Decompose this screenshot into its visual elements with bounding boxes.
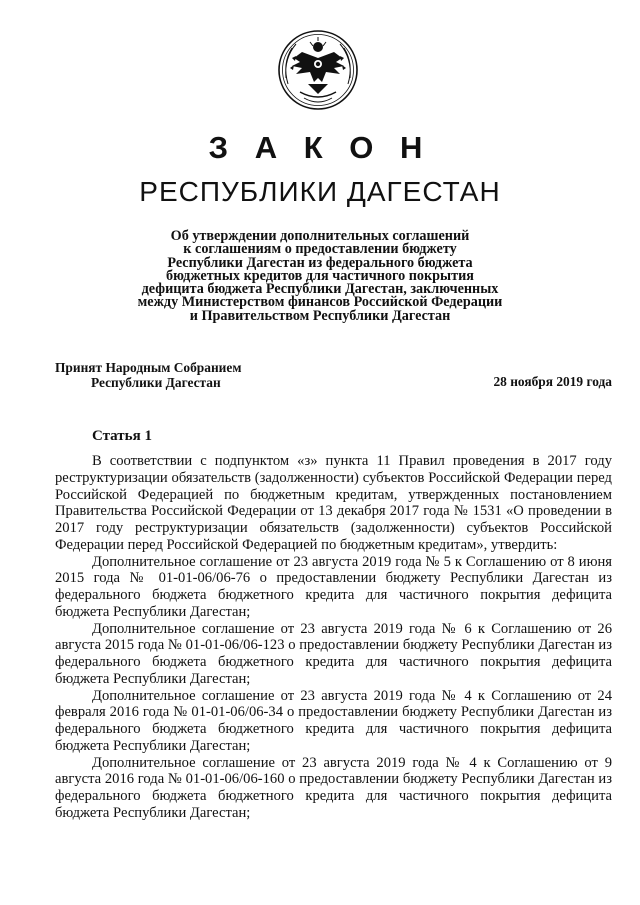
article-paragraph: В соответствии с подпунктом «з» пункта 11 Правил проведения в 2017 году реструктуризации обязательств (задолженности) субъектов Российской Федерации перед Российской Федерацией по бюджетным кредитам, утвержденных постановлением Правительства Российской Федерации от 13 декабря 2017 года № 1531 «О проведении в 2017 году реструктуризации обязательств (задолженности) субъектов Российской Федерации перед Российской Федерацией по бюджетным кредитам», утвердить: (55, 453, 612, 553)
article-paragraph: Дополнительное соглашение от 23 августа 2019 года № 5 к Соглашению от 8 июня 2015 года № 01-01-06/06-76 о предоставлении бюджету Республики Дагестан из федерального бюджета бюджетного кредита для частичного покрытия дефицита бюджета Республики Дагестан; (55, 553, 612, 620)
heading-line: бюджетных кредитов для частичного покрытия (166, 267, 474, 284)
document-title: З А К О Н (208, 130, 432, 165)
adoption-line: Принят Народным Собранием (55, 360, 242, 375)
coat-of-arms-emblem (276, 28, 360, 112)
article-body (55, 453, 612, 822)
heading-line: Об утверждении дополнительных соглашений (170, 228, 470, 244)
heading-line: дефицита бюджета Республики Дагестан, заключенных (141, 281, 499, 298)
article-paragraph: Дополнительное соглашение от 23 августа 2019 года № 6 к Соглашению от 26 августа 2015 года № 01-01-06/06-123 о предоставлении бюджету Республики Дагестан из федерального бюджета бюджетного кредита для частичного покрытия дефицита бюджета Республики Дагестан; (55, 620, 612, 687)
heading-line: между Министерством финансов Российской Федерации (137, 294, 503, 311)
law-heading (90, 230, 550, 323)
adoption-date: 28 ноября 2019 года (493, 374, 612, 389)
article-paragraph: Дополнительное соглашение от 23 августа 2019 года № 4 к Соглашению от 9 августа 2016 года № 01-01-06/06-160 о предоставлении бюджету Республики Дагестан из федерального бюджета бюджетного кредита для частичного покрытия дефицита бюджета Республики Дагестан; (55, 754, 612, 821)
heading-line: и Правительством Республики Дагестан (189, 307, 451, 324)
article-title: Статья 1 (92, 428, 152, 444)
article-paragraph: Дополнительное соглашение от 23 августа 2019 года № 4 к Соглашению от 24 февраля 2016 года № 01-01-06/06-34 о предоставлении бюджету Республики Дагестан из федерального бюджета бюджетного кредита для частичного покрытия дефицита бюджета Республики Дагестан; (55, 687, 612, 754)
adoption-statement (55, 361, 241, 390)
heading-line: Республики Дагестан из федерального бюджета (167, 254, 473, 271)
adoption-line: Республики Дагестан (91, 374, 221, 390)
heading-line: к соглашениям о предоставлении бюджету (183, 241, 457, 258)
document-subtitle: РЕСПУБЛИКИ ДАГЕСТАН (139, 176, 501, 207)
